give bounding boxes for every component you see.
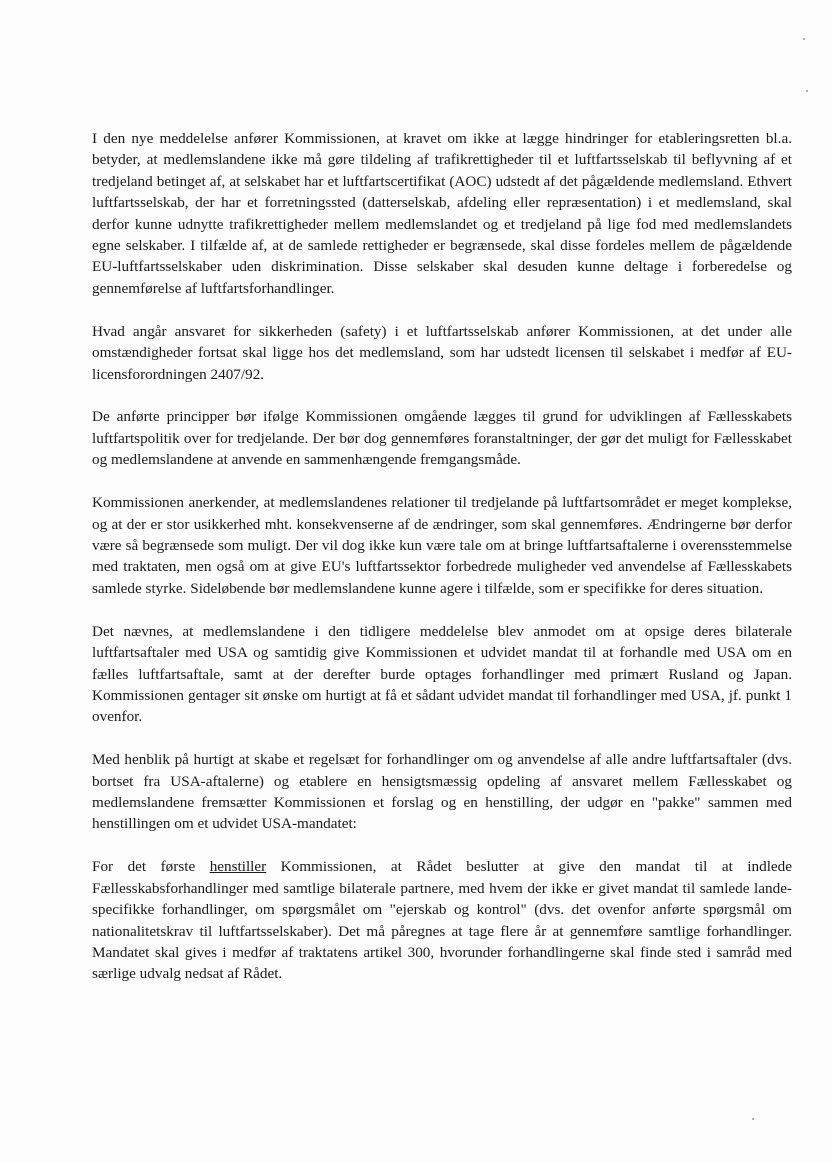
scan-speck: [806, 90, 808, 92]
paragraph-complex-relations: Kommissionen anerkender, at medlemslandenes relationer til tredjelande på luftfartsområdet er meget komplekse, og at der er stor usikkerhed mht. konsekvenserne af de ændringer, som skal gennemføres. Ændringerne bør derfor være så begrænsede som muligt. Der vil dog ikke kun være tale om at bringe luftfartsaftalerne i overensstemmelse med traktaten, men også om at give EU's luftfartssektor forbedrede muligheder ved anvendelse af Fællesskabets samlede styrke. Sideløbende bør medlemslandene kunne agere i tilfælde, som er specifikke for deres situation.: [92, 494, 792, 597]
paragraph-text-after: Kommissionen, at Rådet beslutter at give den mandat til at indlede Fællesskabsforhandlinger med samtlige bilaterale partnere, med hvem der ikke er givet mandat til samlede lande-specifikke forhandlinger, om spørgsmålet om "ejerskab og kontrol" (dvs. det ovenfor anførte spørgsmål om nationalitetskrav til luftfartsselskaber). Det må påregnes at tage flere år at gennemføre samtlige forhandlinger. Mandatet skal gives i medfør af traktatens artikel 300, hvorunder forhandlingerne skal finde sted i samråd med særlige udvalg nedsat af Rådet.: [92, 858, 793, 983]
paragraph-principles: De anførte principper bør ifølge Kommissionen omgående lægges til grund for udviklingen af Fællesskabets luftfartspolitik over for tredjelande. Der bør dog gennemføres foranstaltninger, der gør det muligt for Fællesskabet og medlemslandene at anvende en sammenhængende fremgangsmåde.: [92, 408, 792, 469]
paragraph-usa-mandate: Det nævnes, at medlemslandene i den tidligere meddelelse blev anmodet om at opsige deres bilaterale luftfartsaftaler med USA og samtidig give Kommissionen et udvidet mandat til at forhandle med USA om en fælles luftfartsaftale, samt at der derefter burde optages forhandlinger med primært Rusland og Japan. Kommissionen gentager sit ønske om hurtigt at få et sådant udvidet mandat til forhandlinger med USA, jf. punkt 1 ovenfor.: [92, 622, 792, 726]
paragraph-safety-responsibility: Hvad angår ansvaret for sikkerheden (safety) i et luftfartsselskab anfører Kommissionen, at det under alle omstændigheder fortsat skal ligge hos det medlemsland, som har udstedt licensen til selskabet i medfør af EU-licensforordningen 2407/92.: [92, 322, 792, 383]
underlined-word: henstiller: [209, 858, 267, 876]
scan-speck: [803, 38, 805, 40]
scan-speck: [752, 1118, 754, 1120]
paragraph-first-recommendation: [92, 856, 792, 984]
paragraph-text-before: For det første: [92, 858, 210, 876]
paragraph-regulatory-package: Med henblik på hurtigt at skabe et regelsæt for forhandlinger om og anvendelse af alle andre luftfartsaftaler (dvs. bortset fra USA-aftalerne) og etablere en hensigtsmæssig opdeling af ansvaret mellem Fællesskabet og medlemslandene fremsætter Kommissionen et forslag og en henstilling, der udgør en "pakke" sammen med henstillingen om et udvidet USA-mandatet:: [92, 751, 792, 833]
paragraph-establishment-right: I den nye meddelelse anfører Kommissionen, at kravet om ikke at lægge hindringer for etableringsretten bl.a. betyder, at medlemslandene ikke må gøre tildeling af trafikrettigheder til et luftfartsselskab til beflyvning af et tredjeland betinget af, at selskabet har et luftfartscertifikat (AOC) udstedt af det pågældende medlemsland. Ethvert luftfartsselskab, der har et forretningssted (datterselskab, afdeling eller repræsentation) i et medlemsland, skal derfor kunne udnytte trafikrettigheder mellem medlemslandet og et tredjeland på lige fod med medlemslandets egne selskaber. I tilfælde af, at de samlede rettigheder er begrænsede, skal disse fordeles mellem de pågældende EU-luftfartsselskaber uden diskrimination. Disse selskaber skal desuden kunne deltage i forberedelse og gennemførelse af luftfartsforhandlinger.: [92, 130, 792, 297]
document-body: [92, 128, 792, 1006]
